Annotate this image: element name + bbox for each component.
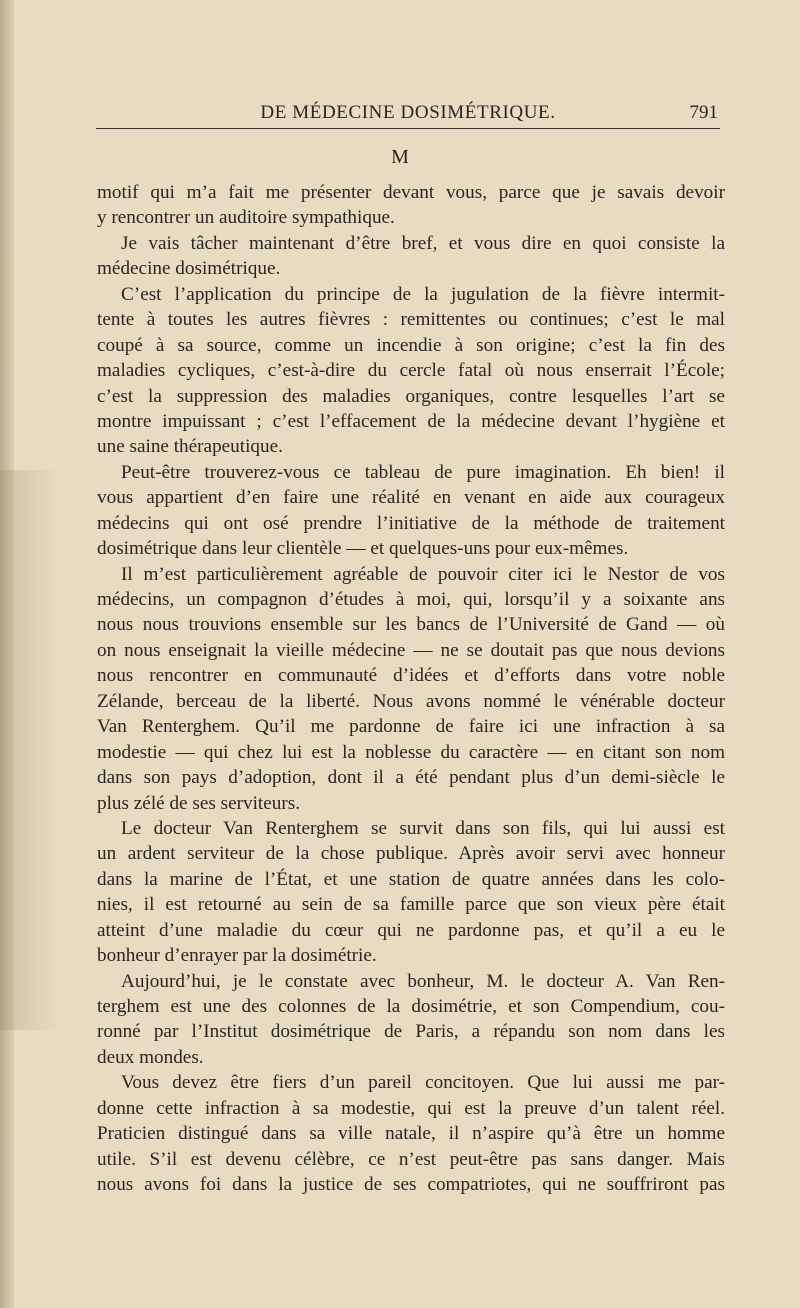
text-line: Je vais tâcher maintenant d’être bref, et vous dire en quoi consiste la: [121, 232, 725, 254]
text-line: vous appartient d’en faire une réalité en venant en aide aux courageux: [97, 487, 725, 509]
text-line: médecins qui ont osé prendre l’initiative de la méthode de traitement: [97, 512, 725, 534]
text-line: coupé à sa source, comme un incendie à son origine; c’est la fin des: [97, 334, 725, 356]
text-line: dosimétrique dans leur clientèle — et quelques-uns pour eux-mêmes.: [97, 538, 629, 560]
text-line: maladies cycliques, c’est-à-dire du cercle fatal où nous enserrait l’École;: [97, 360, 725, 382]
text-line: montre impuissant ; c’est l’effacement de la médecine devant l’hygiène et: [97, 410, 725, 432]
body-text: [97, 180, 725, 1198]
text-line: nous rencontrer en communauté d’idées et d’efforts dans votre noble: [97, 665, 725, 687]
text-line: C’est l’application du principe de la jugulation de la fièvre intermit-: [121, 283, 725, 305]
text-line: Zélande, berceau de la liberté. Nous avons nommé le vénérable docteur: [97, 690, 725, 712]
header-rule: [96, 128, 720, 129]
text-line: nous nous trouvions ensemble sur les bancs de l’Université de Gand — où: [97, 614, 725, 636]
text-line: Vous devez être fiers d’un pareil concitoyen. Que lui aussi me par-: [121, 1072, 725, 1094]
text-line: ronné par l’Institut dosimétrique de Paris, a répandu son nom dans les: [97, 1021, 725, 1043]
text-line: tente à toutes les autres fièvres : remittentes ou continues; c’est le mal: [97, 309, 725, 331]
page-header: [96, 96, 720, 130]
text-line: Peut-être trouverez-vous ce tableau de pure imagination. Eh bien! il: [121, 461, 725, 483]
page-shadow: [0, 470, 60, 1030]
text-line: plus zélé de ses serviteurs.: [97, 792, 301, 814]
text-line: médecins, un compagnon d’études à moi, qui, lorsqu’il y a soixante ans: [97, 589, 725, 610]
text-line: Aujourd’hui, je le constate avec bonheur, M. le docteur A. Van Ren-: [121, 970, 725, 992]
text-line: dans son pays d’adoption, dont il a été pendant plus d’un demi-siècle le: [97, 767, 725, 789]
text-line: c’est la suppression des maladies organiques, contre lesquelles l’art se: [97, 385, 725, 407]
page-number: 791: [689, 102, 718, 123]
text-line: deux mondes.: [97, 1046, 204, 1068]
text-line: modestie — qui chez lui est la noblesse du caractère — en citant son nom: [97, 741, 725, 763]
signature-mark: M: [391, 146, 409, 168]
text-line: dans la marine de l’État, et une station de quatre années dans les colo-: [97, 868, 725, 890]
text-line: un ardent serviteur de la chose publique. Après avoir servi avec honneur: [97, 843, 725, 865]
text-line: motif qui m’a fait me présenter devant vous, parce que je savais devoir: [97, 182, 725, 203]
text-line: bonheur d’enrayer par la dosimétrie.: [97, 945, 377, 967]
text-line: médecine dosimétrique.: [97, 258, 281, 280]
text-line: une saine thérapeutique.: [97, 436, 283, 458]
text-line: terghem est une des colonnes de la dosimétrie, et son Compendium, cou-: [97, 996, 725, 1017]
running-head: DE MÉDECINE DOSIMÉTRIQUE.: [260, 102, 556, 123]
text-line: y rencontrer un auditoire sympathique.: [97, 207, 395, 229]
text-line: Il m’est particulièrement agréable de pouvoir citer ici le Nestor de vos: [121, 563, 725, 585]
text-line: utile. S’il est devenu célèbre, ce n’est peut-être pas sans danger. Mais: [97, 1148, 725, 1170]
text-line: Le docteur Van Renterghem se survit dans son fils, qui lui aussi est: [121, 817, 725, 839]
text-line: donne cette infraction à sa modestie, qui est la preuve d’un talent réel.: [97, 1097, 725, 1119]
text-line: on nous enseignait la vieille médecine — ne se doutait pas que nous devions: [97, 639, 725, 661]
text-line: atteint d’une maladie du cœur qui ne pardonne pas, et qu’il a eu le: [97, 919, 725, 941]
text-line: nies, il est retourné au sein de sa famille parce que son vieux père était: [97, 894, 725, 916]
text-line: Praticien distingué dans sa ville natale, il n’aspire qu’à être un homme: [97, 1123, 725, 1145]
text-line: Van Renterghem. Qu’il me pardonne de faire ici une infraction à sa: [97, 716, 725, 738]
text-line: nous avons foi dans la justice de ses compatriotes, qui ne souffriront pas: [97, 1174, 725, 1196]
